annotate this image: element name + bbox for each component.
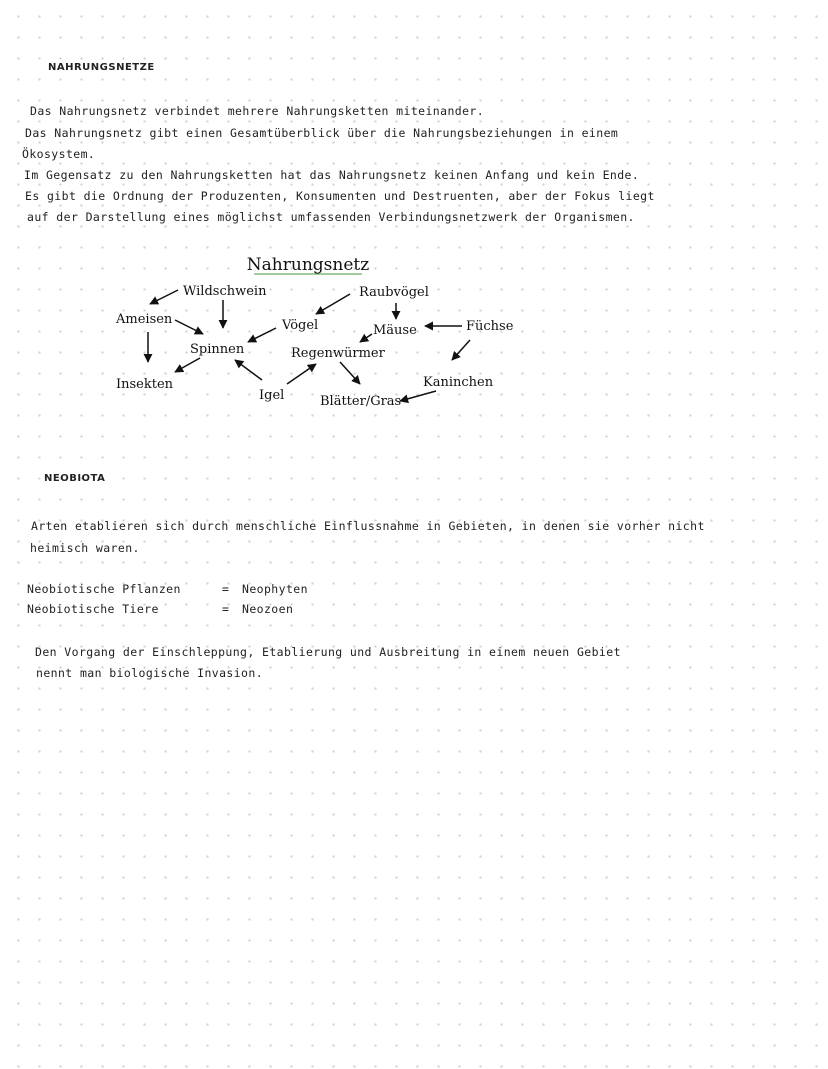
term-neozoen: Neozoen [242,602,294,616]
food-web-diagram [100,248,520,418]
node-regenwuermer: Regenwürmer [291,346,385,361]
arrow-voegel-spinnen [248,328,276,342]
node-voegel: Vögel [282,318,319,333]
diagram-title: Nahrungsnetz [246,255,370,275]
node-ameisen: Ameisen [116,312,173,327]
node-wildschwein: Wildschwein [183,284,267,299]
section-heading-nahrungsnetze: NAHRUNGSNETZE [48,62,155,73]
term-neophyten: Neophyten [242,582,308,596]
node-maeuse: Mäuse [373,323,417,338]
arrow-fuechse-kaninchen [452,340,470,360]
section-heading-neobiota: NEOBIOTA [44,473,106,484]
arrow-maeuse-regenwuermer [360,334,372,342]
text-line: Es gibt die Ordnung der Produzenten, Konsumenten und Destruenten, aber der Fokus liegt [25,189,655,203]
node-igel: Igel [259,388,285,403]
text-line: auf der Darstellung eines möglichst umfassenden Verbindungsnetzwerk der Organismen. [27,210,635,224]
node-kaninchen: Kaninchen [423,375,494,390]
term-neobiotische-tiere: Neobiotische Tiere [27,602,159,616]
arrow-spinnen-insekten [175,358,200,372]
arrow-kaninchen-blaetter [400,391,436,401]
equals-sign: = [222,582,229,596]
arrow-igel-regenwuermer [287,364,316,384]
arrow-ameisen-spinnen [175,320,203,334]
arrow-raubvoegel-voegel [316,294,350,314]
term-neobiotische-pflanzen: Neobiotische Pflanzen [27,582,181,596]
node-raubvoegel: Raubvögel [359,285,429,300]
text-line: Im Gegensatz zu den Nahrungsketten hat das Nahrungsnetz keinen Anfang und kein Ende. [24,168,640,182]
text-line: heimisch waren. [30,541,140,555]
node-spinnen: Spinnen [190,342,245,357]
text-line: Das Nahrungsnetz gibt einen Gesamtüberblick über die Nahrungsbeziehungen in einem [25,126,619,140]
text-line: Arten etablieren sich durch menschliche Einflussnahme in Gebieten, in denen sie vorher nicht [31,519,705,533]
node-blaetter-gras: Blätter/Gras [320,394,402,409]
text-line: Den Vorgang der Einschleppung, Etablierung und Ausbreitung in einem neuen Gebiet [35,645,621,659]
text-line: Das Nahrungsnetz verbindet mehrere Nahrungsketten miteinander. [30,104,485,118]
text-line: Ökosystem. [22,147,96,161]
node-insekten: Insekten [116,377,174,392]
arrow-wildschwein-ameisen [150,290,178,304]
arrow-igel-spinnen [235,360,262,380]
arrow-regenwuermer-blaetter [340,362,360,384]
node-fuechse: Füchse [466,319,514,334]
equals-sign: = [222,602,229,616]
text-line: nennt man biologische Invasion. [36,666,264,680]
